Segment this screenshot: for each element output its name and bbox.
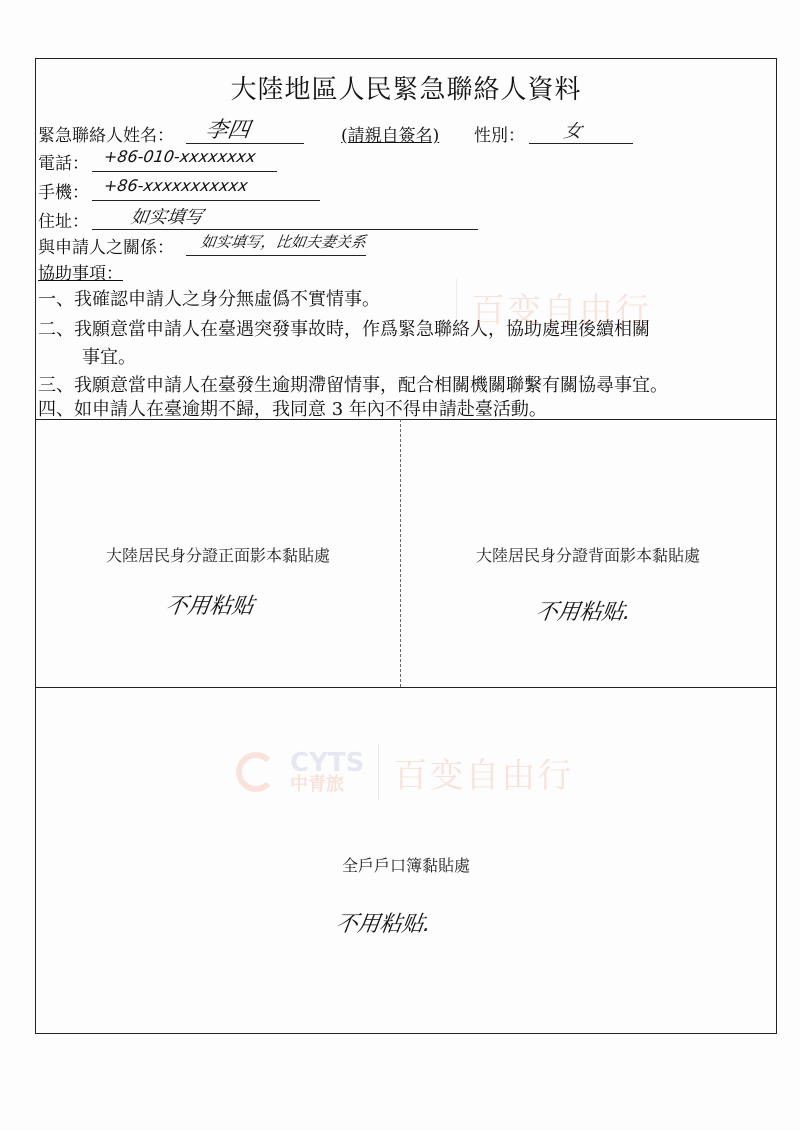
watermark-logo-cn: 中青旅 (290, 774, 344, 795)
assist-item-3: 三、我願意當申請人在臺發生逾期滯留情事，配合相關機關聯繫有關協尋事宜。 (38, 375, 668, 396)
name-label: 緊急聯絡人姓名： (38, 126, 174, 146)
household-label: 全戶戶口簿黏貼處 (341, 856, 470, 875)
gender-value: 女 (562, 121, 584, 142)
phone-label: 電話： (38, 154, 89, 174)
mobile-label: 手機： (38, 183, 89, 203)
contact-form (35, 58, 777, 1034)
assist-item-1: 一、我確認申請人之身分無虛僞不實情事。 (38, 289, 380, 310)
name-row (38, 121, 174, 146)
watermark-separator (378, 744, 379, 800)
address-label: 住址： (38, 212, 89, 232)
signature-note: (請親自簽名) (341, 126, 440, 146)
gender-label: 性別： (474, 126, 525, 146)
watermark-slogan: 百变自由行 (471, 290, 651, 331)
phone-value: +86-010-xxxxxxxx (102, 147, 257, 166)
assist-item-2-cont: 事宜。 (82, 347, 136, 368)
id-back-label: 大陸居民身分證背面影本黏貼處 (475, 546, 700, 565)
address-value: 如实填写 (129, 207, 205, 228)
id-back-note: 不用粘贴. (533, 600, 633, 625)
household-note: 不用粘贴. (333, 912, 433, 937)
divider-dashed (400, 419, 401, 687)
assist-heading: 協助事項： (38, 264, 123, 284)
assist-item-2: 二、我願意當申請人在臺遇突發事故時，作爲緊急聯絡人，協助處理後續相關 (38, 319, 650, 340)
relation-label: 與申請人之關係： (38, 238, 174, 258)
watermark-logo (290, 750, 364, 794)
divider-top (36, 419, 776, 420)
watermark-logo-en: CYTS (290, 748, 365, 778)
divider-middle (36, 687, 776, 688)
cyts-swirl-icon (236, 752, 276, 792)
watermark-slogan: 百变自由行 (393, 755, 574, 796)
mobile-value: +86-xxxxxxxxxxx (102, 176, 250, 195)
watermark-center (236, 744, 573, 800)
name-value: 李四 (203, 118, 252, 143)
form-title: 大陸地區人民緊急聯絡人資料 (230, 75, 582, 105)
assist-item-4: 四、如申請人在臺逾期不歸，我同意 3 年內不得申請赴臺活動。 (38, 399, 547, 420)
id-front-label: 大陸居民身分證正面影本黏貼處 (105, 546, 330, 565)
relation-value: 如实填写，比如夫妻关系 (199, 233, 368, 251)
id-front-note: 不用粘贴 (163, 594, 256, 619)
